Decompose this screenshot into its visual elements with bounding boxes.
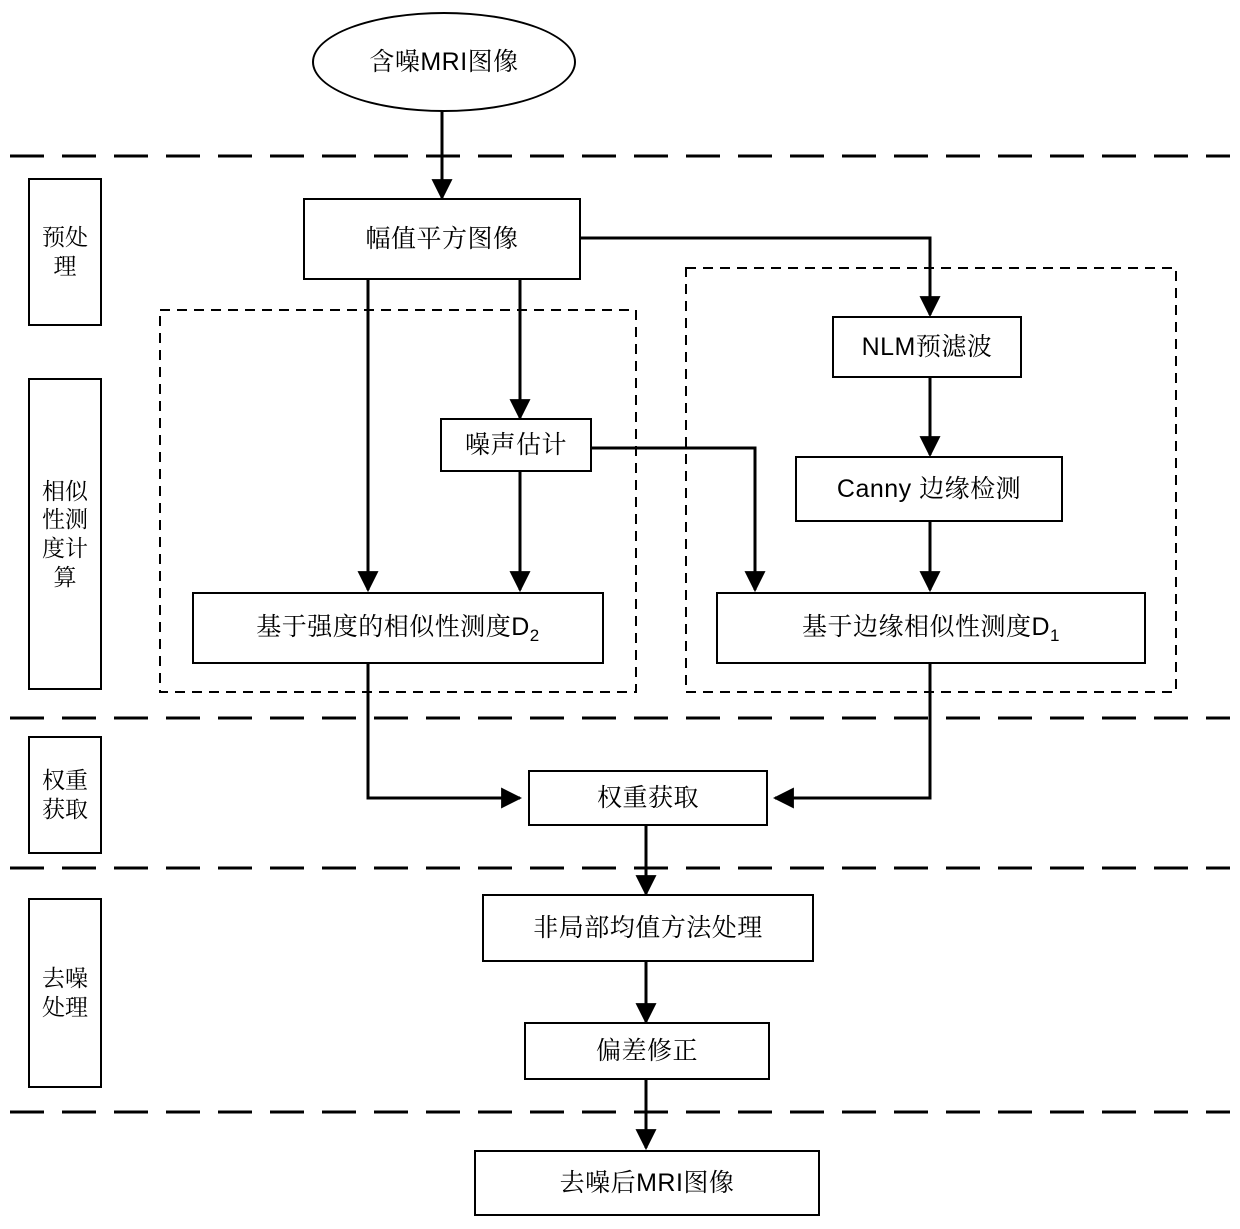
lane-label-preprocess: 预处理 [28, 178, 102, 326]
node-edge-similarity-measure-label: 基于边缘相似性测度D [801, 612, 1051, 641]
node-nlm-prefilter [832, 316, 1022, 378]
node-weight-acquisition [528, 770, 768, 826]
node-intensity-similarity-measure-label: 基于强度的相似性测度D [256, 612, 530, 641]
lane-label-similarity: 相似性测度计算 [28, 378, 102, 690]
node-magnitude-squared-image [303, 198, 581, 280]
node-noisy-mri-image [312, 12, 576, 112]
node-denoised-mri-image-label: 去噪后MRI图像 [559, 1168, 735, 1197]
node-intensity-similarity-measure-subscript: 2 [529, 625, 540, 645]
node-denoised-mri-image [474, 1150, 820, 1216]
node-non-local-means-processing [482, 894, 814, 962]
node-nlm-prefilter-label: NLM预滤波 [861, 332, 993, 361]
node-weight-acquisition-label: 权重获取 [596, 783, 699, 812]
node-non-local-means-processing-label: 非局部均值方法处理 [533, 913, 763, 942]
node-canny-edge-detection-label: Canny 边缘检测 [836, 474, 1022, 503]
node-edge-similarity-measure [716, 592, 1146, 664]
lane-label-weight: 权重获取 [28, 736, 102, 854]
lane-label-denoise: 去噪处理 [28, 898, 102, 1088]
node-edge-similarity-measure-subscript: 1 [1050, 625, 1061, 645]
node-noisy-mri-image-label: 含噪MRI图像 [369, 47, 519, 76]
node-bias-correction [524, 1022, 770, 1080]
node-noise-estimation [440, 418, 592, 472]
node-intensity-similarity-measure [192, 592, 604, 664]
node-bias-correction-label: 偏差修正 [595, 1036, 698, 1065]
node-magnitude-squared-image-label: 幅值平方图像 [365, 224, 519, 253]
node-canny-edge-detection [795, 456, 1063, 522]
node-noise-estimation-label: 噪声估计 [464, 430, 567, 459]
